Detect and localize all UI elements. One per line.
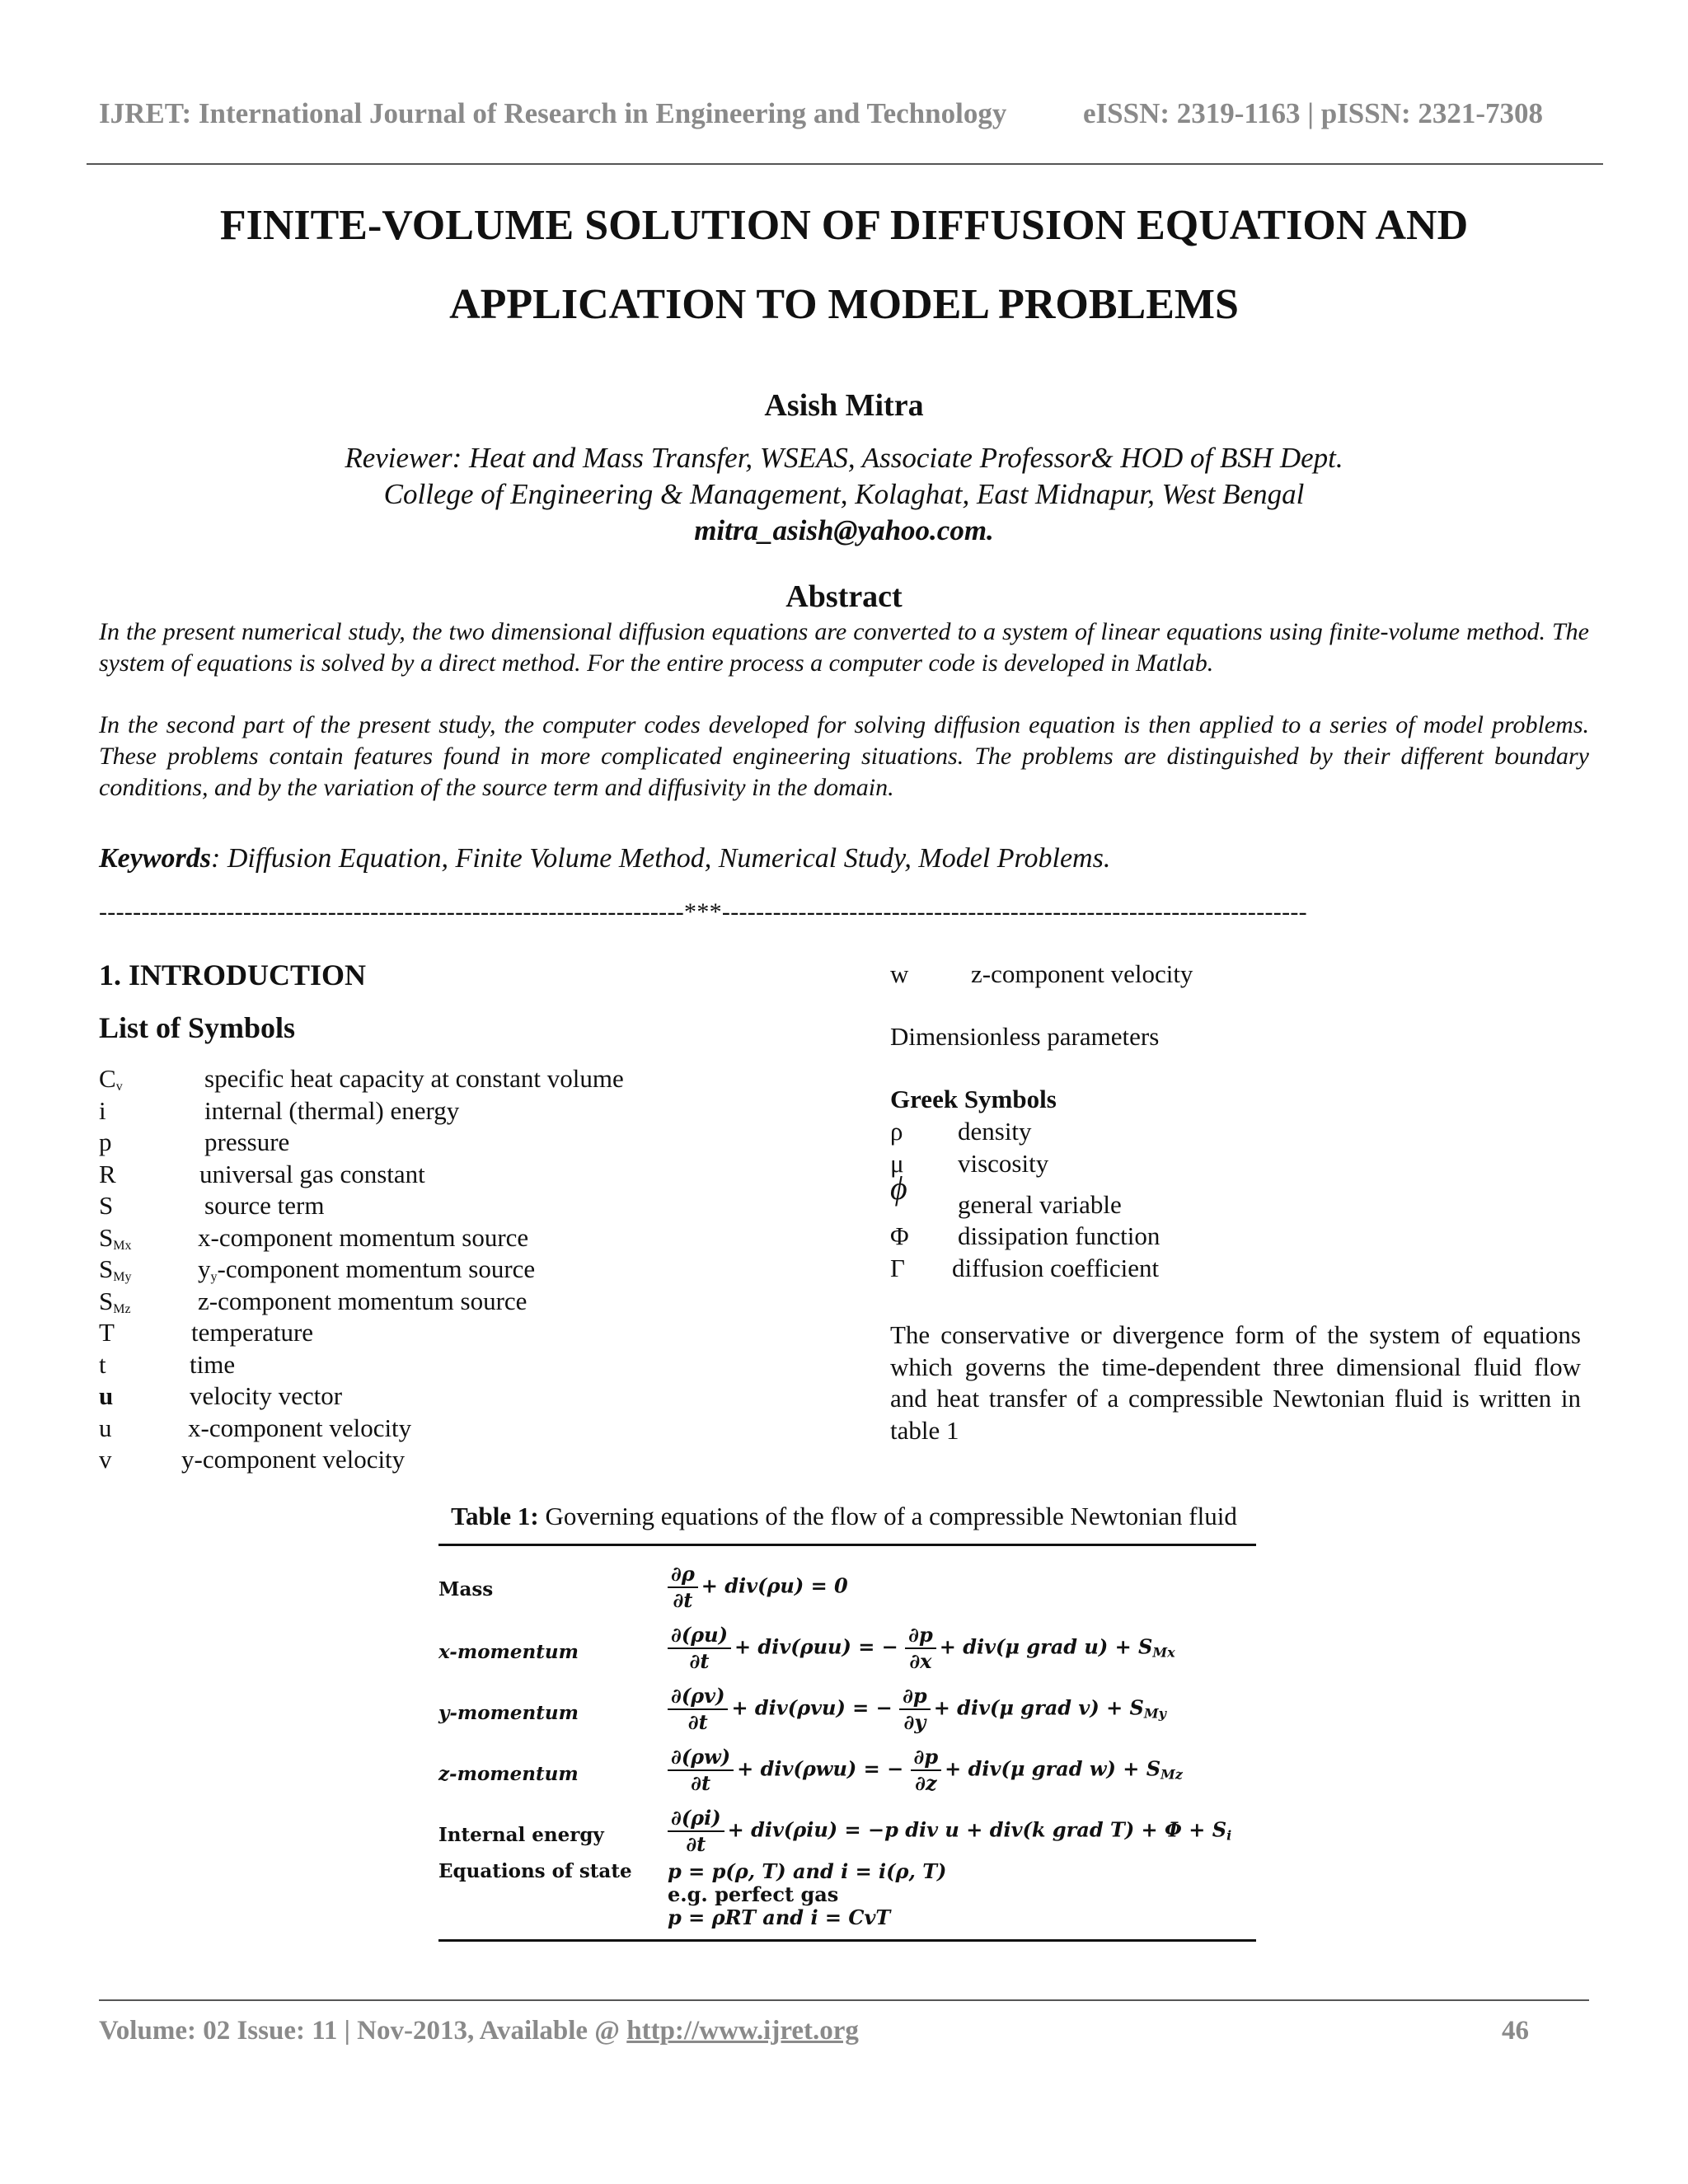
dimensionless-parameters: Dimensionless parameters: [890, 1022, 1160, 1051]
list-item: $S_{Mz}$ z-component momentum source: [99, 1286, 758, 1318]
table-bottom-rule: [438, 1939, 1256, 1942]
table-caption: [0, 1502, 1688, 1531]
w-symbol-row: w z-component velocity: [890, 959, 1193, 988]
list-item: p pressure: [99, 1127, 290, 1156]
section-separator: ---------------------------------------------------------------------***---------------------------------------------------------------------: [99, 898, 1307, 926]
state-equations: p = p(ρ, T) and i = i(ρ, T) e.g. perfect gas p = ρRT and i = CvT: [668, 1859, 947, 1929]
list-item: u velocity vector: [99, 1381, 343, 1410]
greek-symbols-heading: Greek Symbols: [890, 1085, 1057, 1113]
list-item: T temperature: [99, 1318, 314, 1347]
section-heading-introduction: 1. INTRODUCTION: [99, 958, 367, 991]
list-item: R universal gas constant: [99, 1159, 425, 1188]
list-item: ρ density: [890, 1117, 1032, 1146]
abstract-paragraph-1: In the present numerical study, the two dimensional diffusion equations are converted to a system of linear equations using finite-volume method. The system of equations is solved by a direct method. For the entire process a computer code is developed in Matlab.: [99, 618, 1589, 677]
list-item: t time: [99, 1349, 236, 1379]
list-item: $S_{Mx}$ x-component momentum source: [99, 1222, 758, 1254]
author-affiliation-1: Reviewer: Heat and Mass Transfer, WSEAS, Associate Professor& HOD of BSH Dept.: [345, 442, 1343, 474]
list-item: ϕ general variable: [890, 1169, 1122, 1219]
symbol-list: [99, 1063, 758, 1476]
keywords: [99, 843, 1110, 874]
table-top-rule: [438, 1544, 1256, 1546]
symbol-smz: $S_{Mz}$: [99, 1286, 131, 1316]
keywords-label: Keywords: [99, 843, 211, 874]
list-item: [99, 1254, 758, 1286]
paper-title-line-1: FINITE-VOLUME SOLUTION OF DIFFUSION EQUATION AND: [219, 202, 1469, 249]
list-item: v y-component velocity: [99, 1445, 406, 1474]
symbol-smy: $S_{My}$: [99, 1254, 132, 1284]
author-affiliation-2: College of Engineering & Management, Kolaghat, East Midnapur, West Bengal: [383, 478, 1305, 510]
table-caption-text: Governing equations of the flow of a compressible Newtonian fluid: [538, 1502, 1237, 1530]
list-item: u x-component velocity: [99, 1413, 412, 1442]
greek-symbol-list: [890, 1116, 1581, 1284]
list-item: $C_v$ specific heat capacity at constant volume: [99, 1063, 758, 1095]
list-of-symbols-heading: List of Symbols: [99, 1011, 296, 1044]
table-caption-label: Table 1:: [451, 1502, 539, 1530]
internal-energy-equation: $\frac{\partial(\rho i)}{\partial t}$ + div(ρiu) = −p div u + div(k grad $T) + \Phi + S_i$: [668, 1806, 1231, 1857]
keywords-text: : Diffusion Equation, Finite Volume Method, Numerical Study, Model Problems.: [211, 843, 1111, 874]
list-item: Γ diffusion coefficient: [890, 1253, 1160, 1282]
journal-website-link[interactable]: http://www.ijret.org: [626, 2016, 859, 2046]
intro-body-text: The conservative or divergence form of the system of equations which governs the time-dependent three dimensional fluid flow and heat transfer of a compressible Newtonian fluid is written in table 1: [890, 1320, 1581, 1445]
symbol-smy-desc: $y_y$-component momentum source: [198, 1254, 536, 1284]
symbol-smx: $S_{Mx}$: [99, 1222, 132, 1253]
page-number: 46: [1502, 2016, 1529, 2046]
mass-equation: $\frac{\partial\rho}{\partial t}$ + div(ρu) = 0: [668, 1562, 848, 1613]
y-momentum-equation: $\frac{\partial(\rho v)}{\partial t}$ + div(ρvu) = − $\frac{\partial p}{\partial y}$ + div(μ grad $v) + S_{My}$: [668, 1684, 1166, 1735]
list-item: Φ dissipation function: [890, 1221, 1160, 1250]
abstract-heading: Abstract: [785, 579, 903, 614]
footer-rule: [99, 1999, 1589, 2001]
list-item: μ viscosity: [890, 1148, 1049, 1178]
author-name: Asish Mitra: [764, 388, 924, 423]
list-item: i internal (thermal) energy: [99, 1095, 460, 1125]
footer-volume-info: Volume: 02 Issue: 11 | Nov-2013, Available @ http://www.ijret.org: [99, 2016, 859, 2046]
z-momentum-equation: $\frac{\partial(\rho w)}{\partial t}$ + div(ρwu) = − $\frac{\partial p}{\partial z}$ + div(μ grad $w) + S_{Mz}$: [668, 1745, 1183, 1796]
issn: eISSN: 2319-1163 | pISSN: 2321-7308: [1083, 97, 1544, 129]
symbol-cv: $C_v$: [99, 1064, 123, 1094]
list-item: S source term: [99, 1191, 325, 1220]
author-email[interactable]: mitra_asish@yahoo.com.: [694, 514, 994, 546]
x-momentum-equation: $\frac{\partial(\rho u)}{\partial t}$ + div(ρuu) = − $\frac{\partial p}{\partial x}$ + div(μ grad $u) + S_{Mx}$: [668, 1623, 1175, 1674]
paper-title-line-2: APPLICATION TO MODEL PROBLEMS: [449, 281, 1239, 328]
abstract-paragraph-2: In the second part of the present study, the computer codes developed for solving diffusion equation is then applied to a series of model problems. These problems contain features found in more complicated engineering situations. The problems are distinguished by their different boundary conditions, and by the variation of the source term and diffusivity in the domain.: [99, 711, 1589, 801]
journal-name: IJRET: International Journal of Research in Engineering and Technology: [99, 97, 1007, 129]
header-rule: [87, 163, 1603, 165]
